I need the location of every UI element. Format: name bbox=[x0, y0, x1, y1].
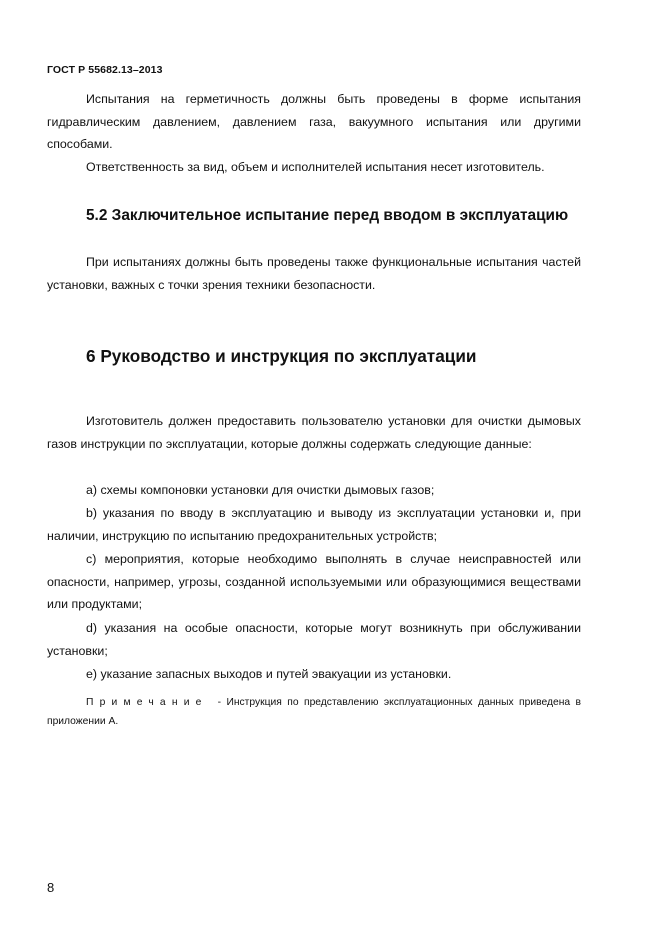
list-item: c) мероприятия, которые необходимо выполнять в случае неисправностей или опасности, например, угрозы, созданной используемыми или образующимися веществами или продуктами; bbox=[47, 552, 581, 611]
list-item: a) схемы компоновки установки для очистки дымовых газов; bbox=[86, 483, 435, 497]
paragraph-responsibility: Ответственность за вид, объем и исполнителей испытания несет изготовитель. bbox=[86, 160, 545, 174]
page-number: 8 bbox=[47, 880, 55, 895]
list-item: d) указания на особые опасности, которые могут возникнуть при обслуживании установки; bbox=[47, 621, 581, 658]
section-heading-5-2: 5.2 Заключительное испытание перед вводом в эксплуатацию bbox=[86, 207, 569, 224]
paragraph-intro: Изготовитель должен предоставить пользователю установки для очистки дымовых газов инструкции по эксплуатации, которые должны содержать следующие данные: bbox=[47, 414, 581, 451]
list-item: b) указания по вводу в эксплуатацию и выводу из эксплуатации установки и, при наличии, инструкцию по испытанию предохранительных устройств; bbox=[47, 506, 581, 543]
note-text: - Инструкция по представлению эксплуатационных данных приведена в приложении А. bbox=[47, 697, 581, 727]
list-item: e) указание запасных выходов и путей эвакуации из установки. bbox=[86, 667, 452, 681]
document-header: ГОСТ Р 55682.13–2013 bbox=[47, 64, 163, 76]
section-heading-6: 6 Руководство и инструкция по эксплуатации bbox=[86, 346, 477, 366]
note bbox=[47, 693, 581, 731]
note-label: Примечание bbox=[86, 697, 208, 708]
paragraph-hermetic-test: Испытания на герметичность должны быть проведены в форме испытания гидравлическим давлением, давлением газа, вакуумного испытания или другими способами. bbox=[47, 92, 581, 151]
paragraph-functional-tests: При испытаниях должны быть проведены также функциональные испытания частей установки, важных с точки зрения техники безопасности. bbox=[47, 255, 581, 292]
